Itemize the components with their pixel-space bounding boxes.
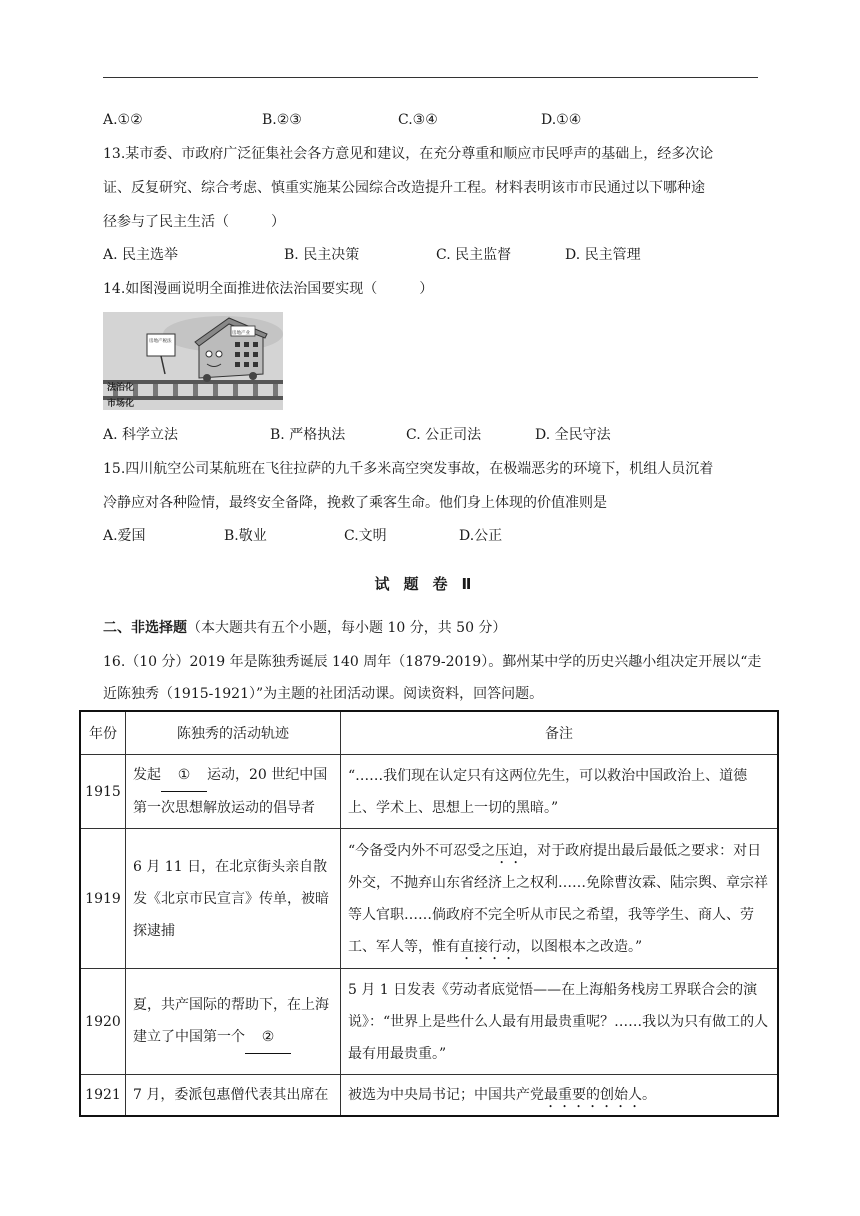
cartoon-rail-top-label: 法治化: [107, 383, 135, 393]
table-header-row: [80, 711, 778, 755]
q12-option-c: C.③④: [398, 112, 438, 128]
table-header-activity: 陈独秀的活动轨迹: [126, 711, 341, 755]
q12-option-d: D.①④: [541, 112, 582, 128]
q16-line-2: 近陈独秀（1915-1921）”为主题的社团活动课。阅读资料，回答问题。: [103, 686, 544, 702]
q15-option-c: C.文明: [344, 528, 387, 544]
q13-option-d: D. 民主管理: [565, 247, 641, 263]
q16-line-1: 16.（10 分）2019 年是陈独秀诞辰 140 周年（1879-2019）。鄞州某中学的历史兴趣小组决定开展以“走: [103, 654, 762, 670]
table-cell-year: 1915: [80, 755, 126, 829]
fill-blank-1[interactable]: ①: [161, 759, 207, 792]
table-row: [80, 755, 778, 829]
history-table: [79, 710, 779, 1117]
table-cell-note: [341, 829, 779, 969]
fill-blank-2[interactable]: ②: [245, 1021, 291, 1054]
note-text-a: “今备受内外不可忍受之: [348, 842, 496, 859]
table-cell-activity: 6 月 11 日，在北京街头亲自散发《北京市民宣言》传单，被暗探逮捕: [126, 829, 341, 969]
q13-option-b: B. 民主决策: [284, 247, 360, 263]
note-text-c: ，以图根本之改造。”: [516, 938, 643, 955]
q13-line-1: 13.某市委、市政府广泛征集社会各方意见和建议，在充分尊重和顺应市民呼声的基础上，经多次论: [103, 146, 714, 162]
cartoon-sign-label: 房地产税法: [149, 339, 172, 344]
table-row: [80, 829, 778, 969]
note-text-a: 被选为中央局书记；中国共产党: [348, 1087, 544, 1103]
cartoon-roof-label: 房地产业: [232, 331, 250, 336]
q14-stem: 14.如图漫画说明全面推进依法治国要实现（ ）: [103, 281, 434, 297]
header-rule: [103, 77, 758, 78]
activity-text-pre: 发起: [133, 767, 161, 783]
section2-heading: 二、非选择题: [103, 620, 187, 636]
q13-option-c: C. 民主监督: [436, 247, 512, 263]
table-cell-year: 1921: [80, 1075, 126, 1117]
q15-option-d: D.公正: [459, 528, 503, 544]
table-row: [80, 1075, 778, 1117]
q13-line-3: 径参与了民主生活（ ）: [103, 214, 285, 230]
note-emphasis-1: 压迫: [495, 842, 524, 859]
table-cell-note: 5 月 1 日发表《劳动者底觉悟——在上海船务栈房工界联合会的演说》：“世界上是些什么人最有用最贵重呢？……我以为只有做工的人最有用最贵重。”: [341, 969, 779, 1075]
activity-text-post: 运动，20 世纪中国第一次思想解放运动的倡导者: [133, 767, 328, 816]
section-title: 试题卷Ⅱ: [374, 575, 486, 593]
q14-option-a: A. 科学立法: [103, 427, 179, 443]
table-cell-note: “……我们现在认定只有这两位先生，可以救治中国政治上、道德上、学术上、思想上一切的黑暗。”: [341, 755, 779, 829]
section2-heading-line: [103, 618, 506, 638]
q15-option-a: A.爱国: [103, 528, 146, 544]
q14-option-d: D. 全民守法: [535, 427, 611, 443]
note-emphasis-2: 直接行动: [460, 938, 516, 955]
note-text-b: 。: [642, 1087, 656, 1103]
table-cell-note: [341, 1075, 779, 1117]
q12-option-b: B.②③: [262, 112, 302, 128]
table-cell-year: 1919: [80, 829, 126, 969]
q13-option-a: A. 民主选举: [103, 247, 179, 263]
table-header-year: 年份: [80, 711, 126, 755]
q14-option-b: B. 严格执法: [270, 427, 346, 443]
activity-text-pre: 夏，共产国际的帮助下，在上海建立了中国第一个: [133, 997, 329, 1045]
table-header-note: 备注: [341, 711, 779, 755]
table-cell-activity: [126, 755, 341, 829]
cartoon-rail-bottom-label: 市场化: [107, 399, 135, 409]
q14-option-c: C. 公正司法: [406, 427, 482, 443]
section2-note: （本大题共有五个小题，每小题 10 分，共 50 分）: [187, 620, 507, 636]
table-row: [80, 969, 778, 1075]
q15-option-b: B.敬业: [224, 528, 267, 544]
cartoon-image: [103, 312, 283, 410]
q12-option-a: A.①②: [103, 112, 143, 128]
q15-line-2: 冷静应对各种险情，最终安全备降，挽救了乘客生命。他们身上体现的价值准则是: [103, 495, 607, 511]
note-emphasis: 最重要的创始人: [544, 1087, 642, 1103]
q13-line-2: 证、反复研究、综合考虑、慎重实施某公园综合改造提升工程。材料表明该市市民通过以下哪种途: [103, 180, 705, 196]
table-cell-activity: 7 月，委派包惠僧代表其出席在: [126, 1075, 341, 1117]
q15-line-1: 15.四川航空公司某航班在飞往拉萨的九千多米高空突发事故，在极端恶劣的环境下，机组人员沉着: [103, 461, 714, 477]
table-cell-year: 1920: [80, 969, 126, 1075]
table-cell-activity: [126, 969, 341, 1075]
note-text-b: ，对于政府提出最后最低之要求：对日外交，不抛弃山东省经济上之权利……免除曹汝霖、陆宗舆、章宗祥等人官职……倘政府不完全听从市民之希望，我等学生、商人、劳工、军人等，惟有: [348, 842, 768, 955]
